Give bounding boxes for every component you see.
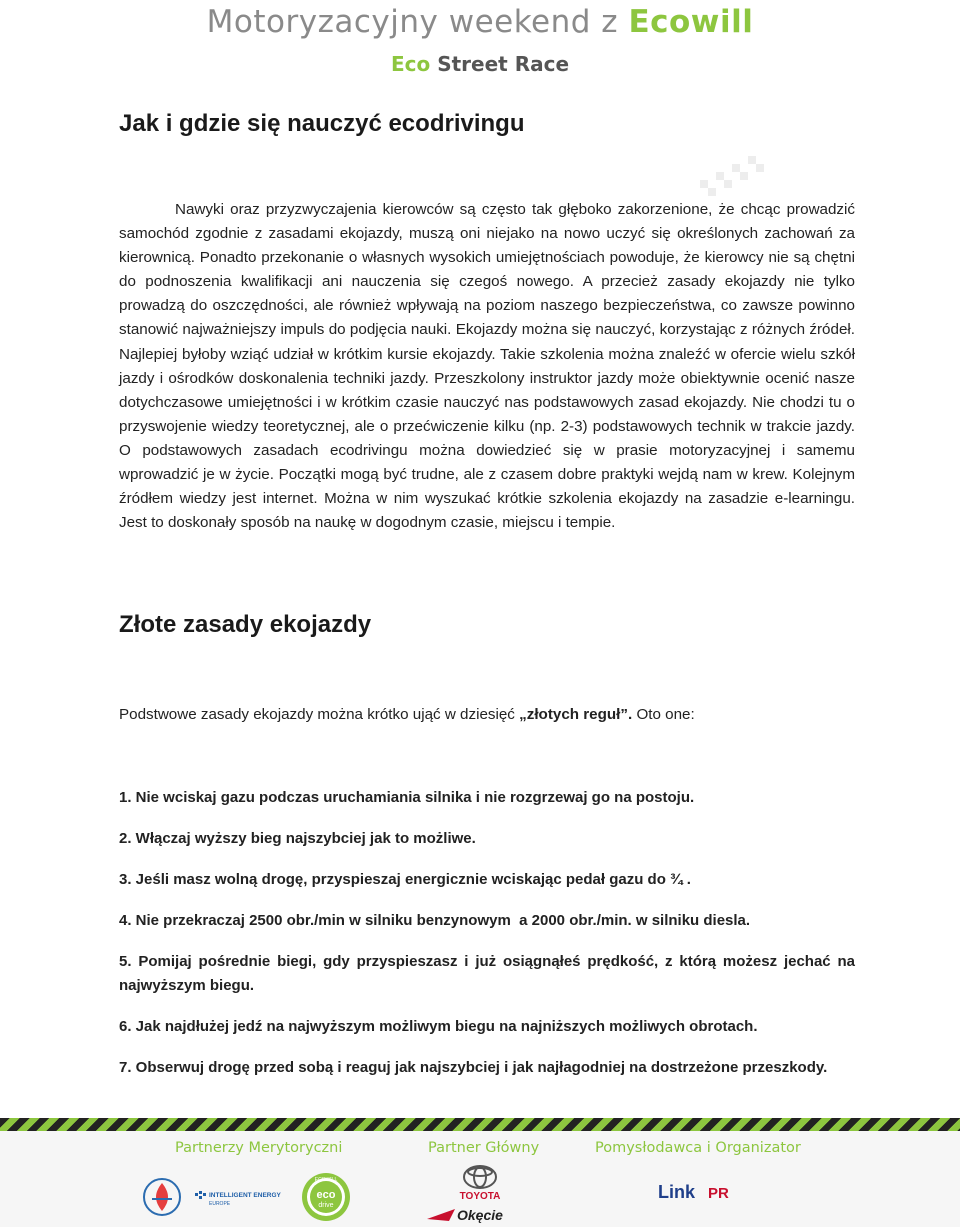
link-pr-logo bbox=[658, 1179, 738, 1205]
eco-badge-top: ECOWILL bbox=[314, 1177, 338, 1183]
header-title: Motoryzacyjny weekend z Ecowill bbox=[206, 4, 754, 40]
list-item: 1. Nie wciskaj gazu podczas uruchamiania silnika i nie rozgrzewaj go na postoju. bbox=[119, 789, 695, 806]
section-heading-golden-rules: Złote zasady ekojazdy bbox=[119, 611, 372, 638]
organizer-label: Pomysłodawca i Organizator bbox=[595, 1140, 801, 1156]
okecie-logo bbox=[425, 1205, 535, 1225]
section-body-paragraph: Nawyki oraz przyzwyczajenia kierowców są często tak głęboko zakorzenione, że chcąc prowadzić samochód zgodnie z zasadami ekojazdy, muszą oni niejako na nowo uczyć się określonych zachowań za kierownicą. Ponadto przekonanie o własnych wysokich umiejętnościach powoduje, że kierowcy nie są chętni do podnoszenia kwalifikacji ani nauczenia się czegoś nowego. A przecież zasady ekojazdy nie tylko prowadzą do oszczędności, ale również wpływają na poziom naszego bezpieczeństwa, co zawsze powinno stanowić najważniejszy impuls do podjęcia nauki. Ekojazdy można się nauczyć, korzystając z różnych źródeł. Najlepiej byłoby wziąć udział w krótkim kursie ekojazdy. Takie szkolenia można znaleźć w ofercie wielu szkół jazdy i ośrodków doskonalenia techniki jazdy. Przeszkolony instruktor jazdy może obiektywnie ocenić nasze dotychczasowe umiejętności i w krótkim czasie nauczyć nas podstawowych zasad ekojazdy. Nie chodzi tu o przyswojenie wiedzy teoretycznej, ale o przećwiczenie kilku (np. 2-3) podstawowych technik w trakcie jazdy. O podstawowych zasadach ecodrivingu można dowiedzieć się w prasie motoryzacyjnej i samemu wprowadzić je w życie. Początki mogą być trudne, ale z czasem dobre praktyki wejdą nam w krew. Kolejnym źródłem wiedzy jest internet. Można w nim wyszukać krótkie szkolenia ekojazdy na zasadzie e-learningu. Jest to doskonały sposób na naukę w dogodnym czasie, miejscu i tempie. bbox=[119, 201, 855, 532]
ie-logo-line2: EUROPE bbox=[209, 1201, 231, 1207]
header-subtitle: Eco Street Race bbox=[390, 52, 570, 76]
main-partner-label: Partner Główny bbox=[428, 1140, 540, 1156]
golden-rules-list bbox=[119, 786, 864, 1097]
okecie-wordmark: Okęcie bbox=[457, 1207, 503, 1223]
partners-label: Partnerzy Merytoryczni bbox=[175, 1140, 343, 1156]
list-item: 7. Obserwuj drogę przed sobą i reaguj jak najszybciej i jak najłagodniej na dostrzeżone przeszkody. bbox=[119, 1059, 828, 1076]
list-item: 3. Jeśli masz wolną drogę, przyspieszaj energicznie wciskając pedał gazu do ¾ . bbox=[119, 871, 691, 888]
list-item: 5. Pomijaj pośrednie biegi, gdy przyspieszasz i już osiągnąłeś prędkość, z którą możesz jechać na najwyższym biegu. bbox=[119, 953, 864, 994]
page-footer bbox=[0, 1131, 960, 1227]
eco-badge-bottom: drive bbox=[318, 1202, 334, 1209]
eco-badge-mid: eco bbox=[316, 1189, 336, 1201]
section-heading-ecodriving: Jak i gdzie się nauczyć ecodrivingu bbox=[119, 110, 525, 137]
list-item: 4. Nie przekraczaj 2500 obr./min w silniku benzynowym a 2000 obr./min. w silniku diesla. bbox=[119, 912, 751, 929]
footer-stripe-divider bbox=[0, 1118, 960, 1131]
intelligent-energy-europe-logo bbox=[195, 1185, 295, 1211]
partner-emblem-logo bbox=[140, 1175, 184, 1219]
brand-name: Ecowill bbox=[628, 4, 754, 40]
ie-logo-line1: INTELLIGENT ENERGY bbox=[209, 1192, 281, 1199]
link-pr-word-pr: PR bbox=[708, 1185, 729, 1202]
list-item: 2. Włączaj wyższy bieg najszybciej jak to możliwe. bbox=[119, 830, 476, 847]
link-pr-word-link: Link bbox=[658, 1182, 696, 1202]
toyota-wordmark: TOYOTA bbox=[459, 1191, 501, 1202]
ecowill-eco-drive-logo bbox=[300, 1171, 352, 1223]
page-header bbox=[0, 0, 960, 90]
list-item: 6. Jak najdłużej jedź na najwyższym możliwym biegu na najniższych możliwych obrotach. bbox=[119, 1018, 758, 1035]
toyota-logo bbox=[445, 1163, 515, 1203]
rules-intro: Podstwowe zasady ekojazdy można krótko ująć w dziesięć „złotych reguł”. Oto one: bbox=[119, 706, 695, 723]
